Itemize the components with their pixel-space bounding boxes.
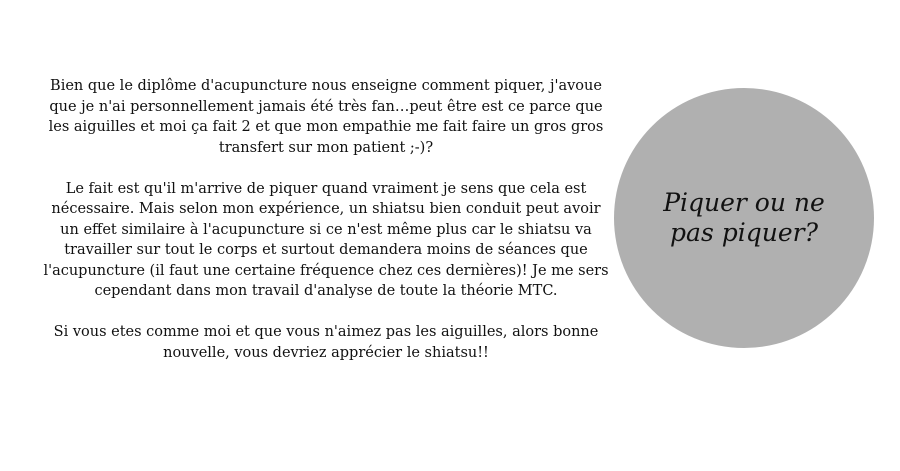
paragraph-conclusion: Si vous etes comme moi et que vous n'aimez pas les aiguilles, alors bonne nouvelle, vous devriez apprécier le shiatsu!! (53, 324, 599, 361)
callout-circle (614, 88, 874, 348)
paragraph-experience: Le fait est qu'il m'arrive de piquer quand vraiment je sens que cela est nécessaire. Mais selon mon expérience, un shiatsu bien conduit peut avoir un effet similaire à l'acupuncture si ce n'est même plus car le shiatsu va travailler sur tout le corps et surtout demandera moins de séances que l'acupuncture (il faut une certaine fréquence chez ces dernières)! Je me sers cependant dans mon travail d'analyse de toute la théorie MTC. (43, 180, 609, 299)
body-text (40, 76, 612, 384)
callout-title: Piquer ou ne pas piquer? (663, 188, 825, 247)
paragraph-intro: Bien que le diplôme d'acupuncture nous enseigne comment piquer, j'avoue que je n'ai personnellement jamais été très fan…peut être est ce parce que les aiguilles et moi ça fait 2 et que mon empathie me fait faire un gros gros transfert sur mon patient ;-)? (48, 78, 604, 156)
